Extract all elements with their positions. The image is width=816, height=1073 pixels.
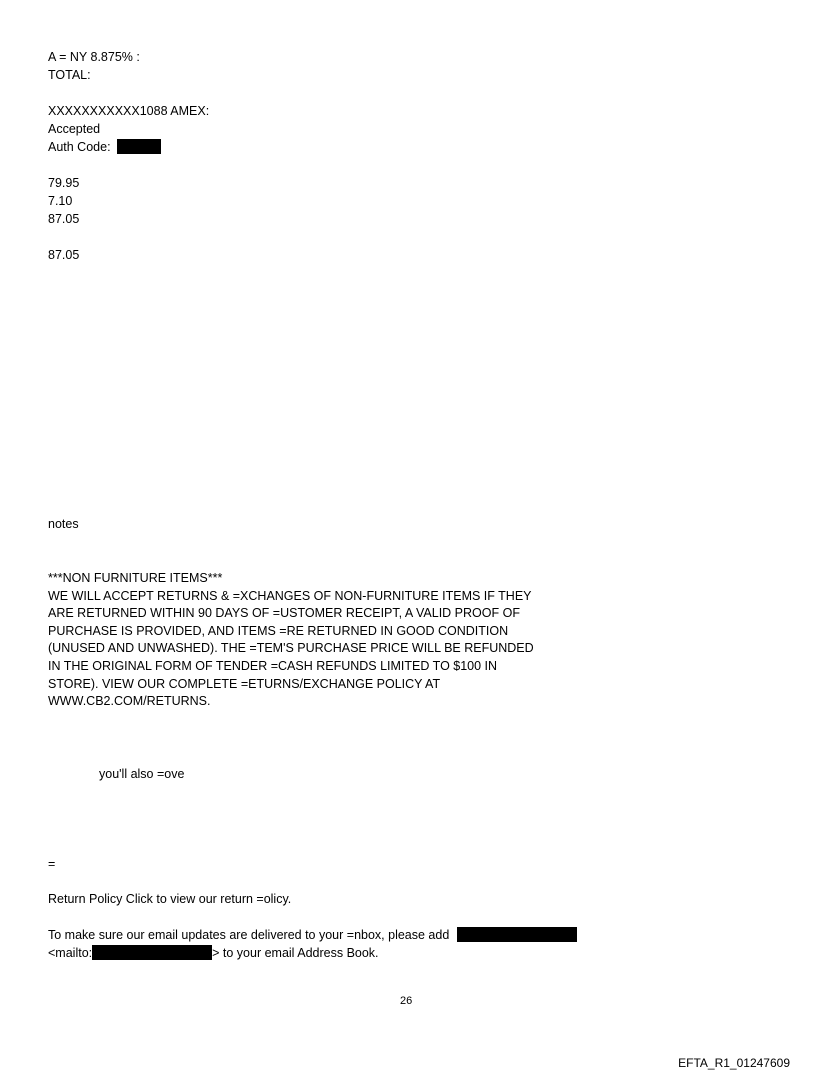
policy-line: ARE RETURNED WITHIN 90 DAYS OF =USTOMER RECEIPT, A VALID PROOF OF [48,606,520,621]
amount-paid: 87.05 [48,248,80,262]
policy-line: PURCHASE IS PROVIDED, AND ITEMS =RE RETURNED IN GOOD CONDITION [48,623,509,638]
equals-line: = [48,857,56,871]
also-love-heading: you'll also =ove [99,767,185,781]
mailto-suffix: > to your email Address Book. [212,946,379,960]
notes-label: notes [48,517,79,531]
policy-line: WWW.CB2.COM/RETURNS. [48,694,211,709]
policy-heading: ***NON FURNITURE ITEMS*** [48,571,223,585]
amount-total: 87.05 [48,212,80,226]
amount-subtotal: 79.95 [48,176,80,190]
mailto-redaction [92,945,212,960]
mailto-line [48,944,379,962]
total-label: TOTAL: [48,68,91,82]
return-policy-link-line: Return Policy Click to view our return =olicy. [48,892,292,906]
page-number: 26 [400,995,413,1007]
amount-tax: 7.10 [48,194,73,208]
policy-line: WE WILL ACCEPT RETURNS & =XCHANGES OF NON-FURNITURE ITEMS IF THEY [48,588,532,603]
auth-code-label: Auth Code: [48,140,111,154]
tax-line: A = NY 8.875% : [48,50,140,64]
document-id: EFTA_R1_01247609 [678,1056,790,1070]
auth-code-redaction [117,139,161,154]
status-text: Accepted [48,122,101,136]
auth-code-row [48,138,161,156]
policy-line: IN THE ORIGINAL FORM OF TENDER =CASH REFUNDS LIMITED TO $100 IN [48,658,498,673]
policy-line: STORE). VIEW OUR COMPLETE =ETURNS/EXCHANGE POLICY AT [48,676,441,691]
policy-line: (UNUSED AND UNWASHED). THE =TEM'S PURCHASE PRICE WILL BE REFUNDED [48,641,534,656]
email-instructions-text: To make sure our email updates are delivered to your =nbox, please add [48,928,450,942]
return-policy-block [48,570,534,711]
email-address-redaction [457,927,577,942]
card-line: XXXXXXXXXXX1088 AMEX: [48,104,210,118]
email-instructions-line [48,926,577,944]
mailto-prefix: <mailto: [48,946,93,960]
